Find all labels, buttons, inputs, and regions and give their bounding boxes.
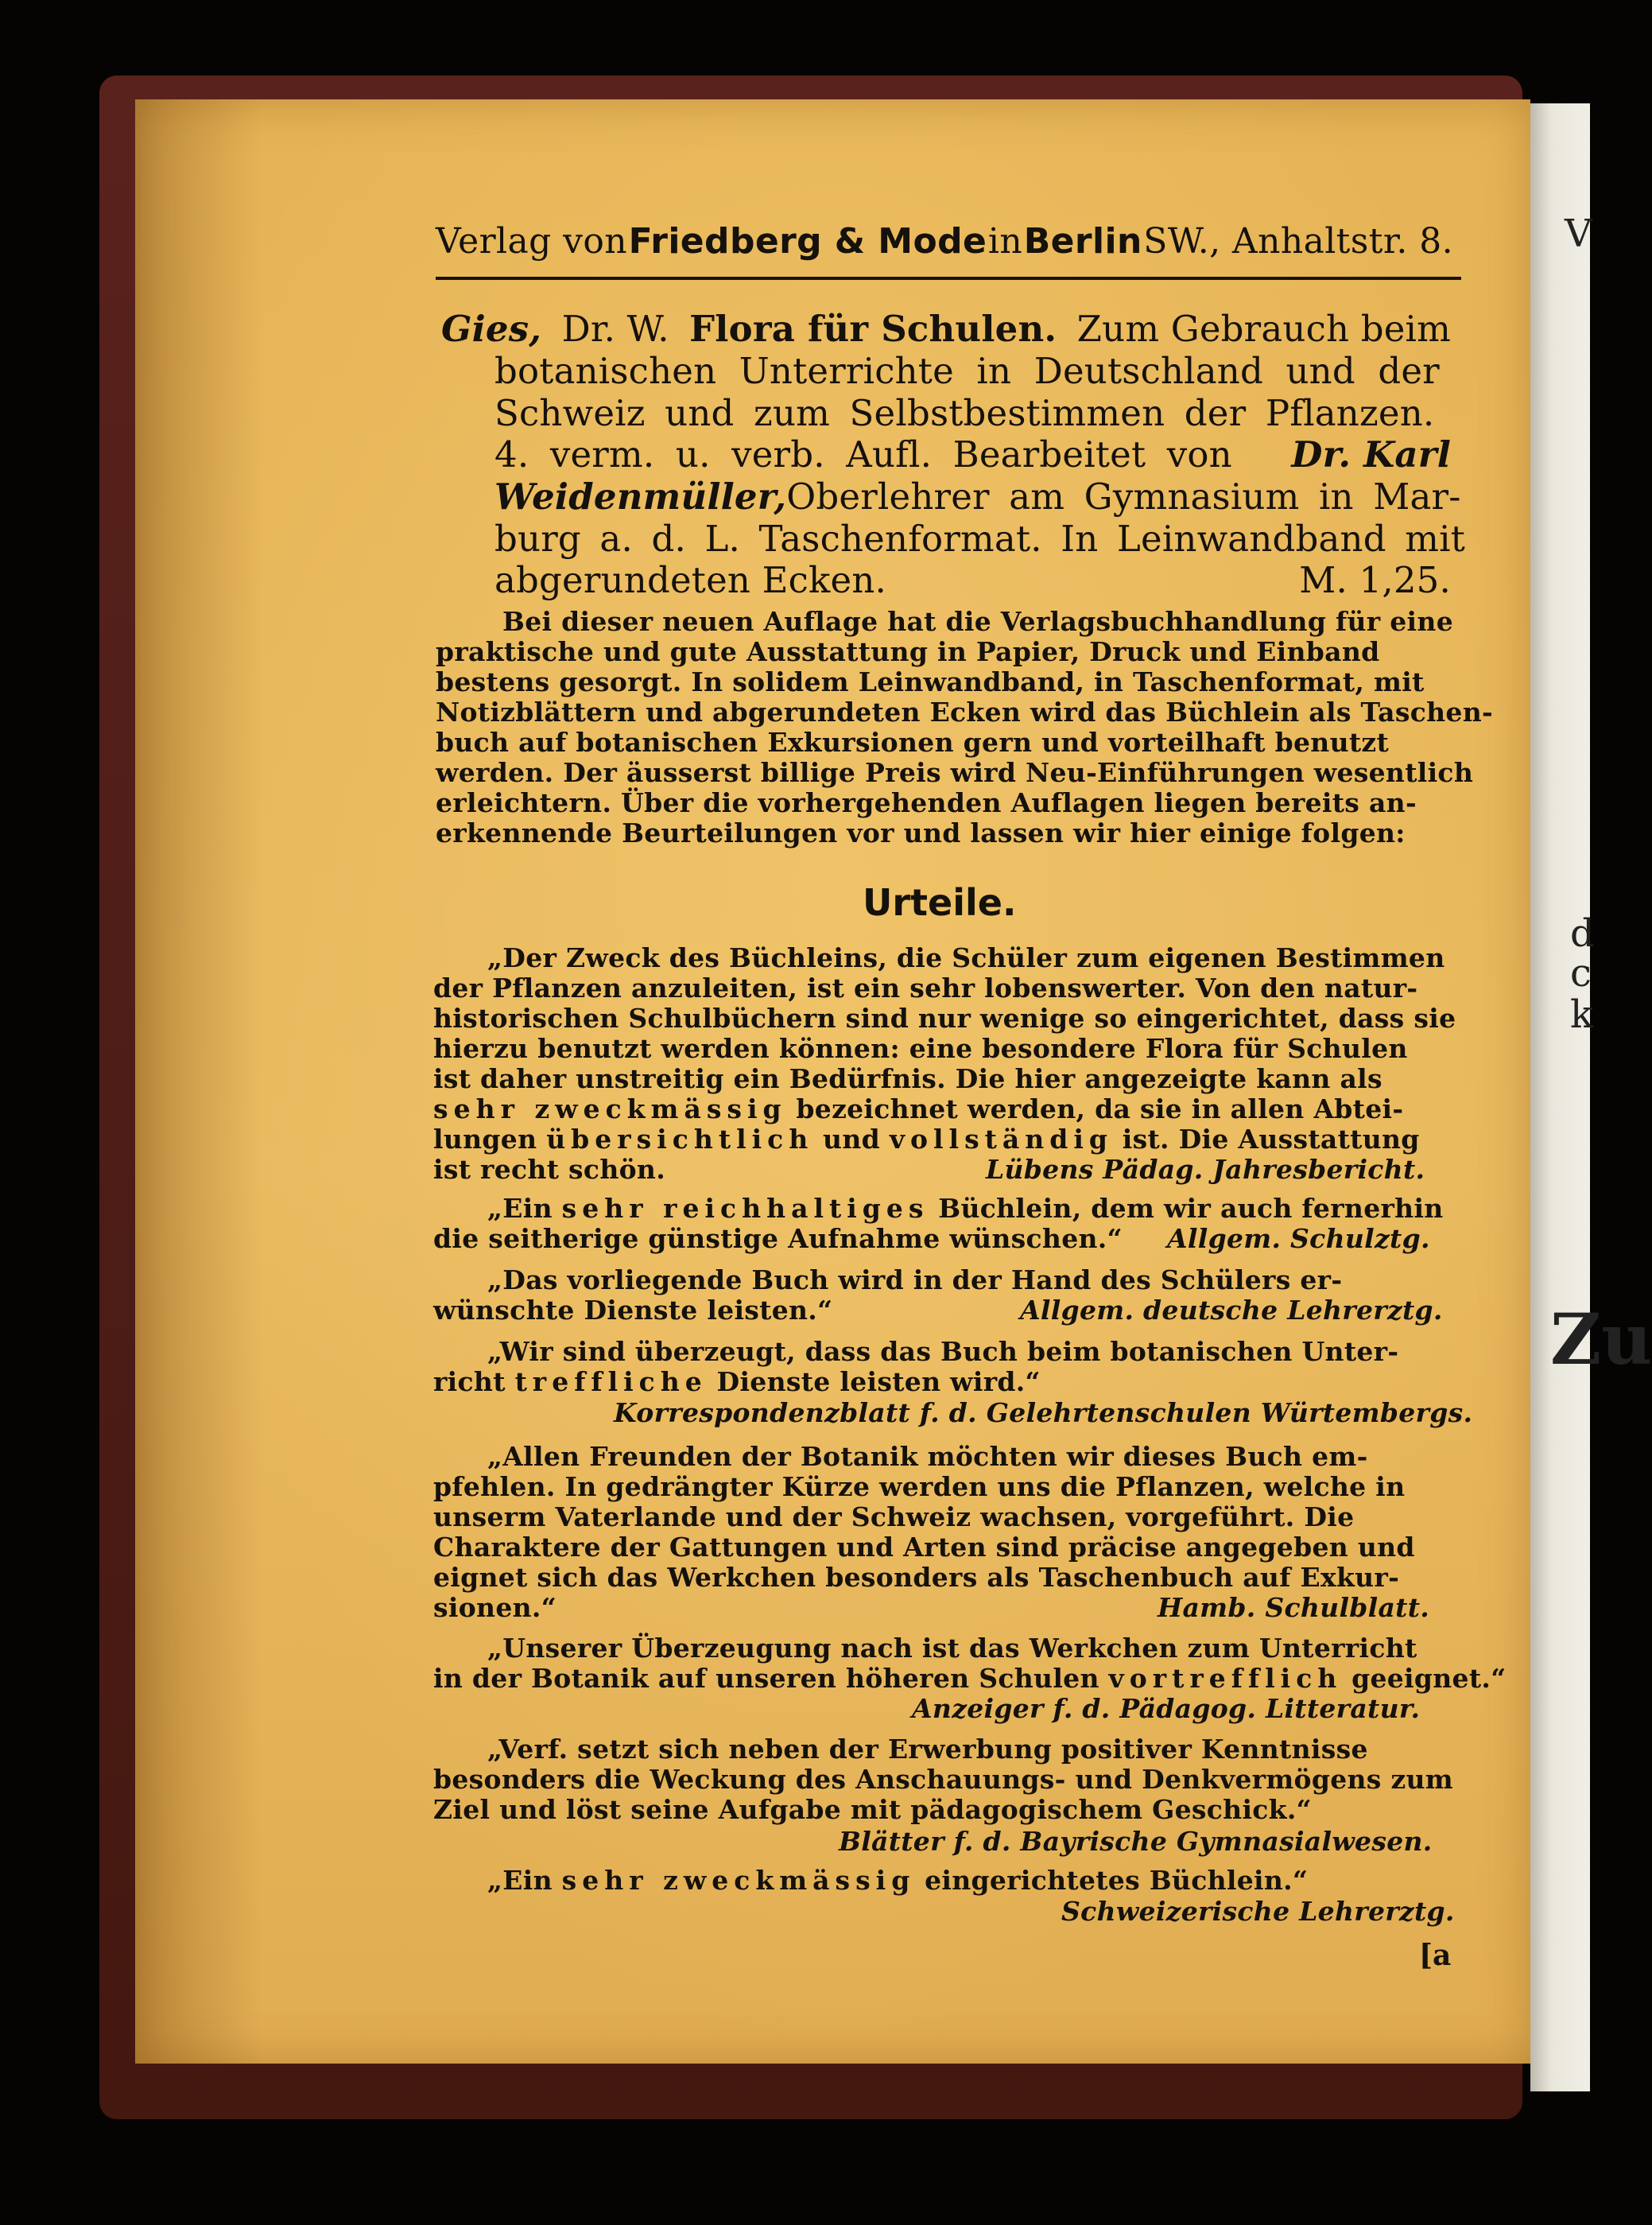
reviews-heading: Urteile. <box>863 881 1017 924</box>
review-line: „Das vorliegende Buch wird in der Hand des Schülers er- <box>487 1264 1343 1295</box>
entry-line-6: burg a. d. L. Taschenformat. In Leinwandband mit <box>494 518 1466 560</box>
review-line: Ziel und löst seine Aufgabe mit pädagogischem Geschick.“ <box>433 1794 1312 1825</box>
review-line: „Verf. setzt sich neben der Erwerbung positiver Kenntnisse <box>487 1734 1368 1765</box>
facing-page-fragment: c <box>1570 951 1592 996</box>
review-text: Dienste leisten wird.“ <box>716 1366 1041 1397</box>
review-line: historischen Schulbüchern sind nur wenige so eingerichtet, dass sie <box>433 1003 1456 1034</box>
review-source: Allgem. Schulztg. <box>1167 1223 1430 1254</box>
review-line: besonders die Weckung des Anschauungs- und Denkvermögens zum <box>433 1764 1454 1795</box>
editor-surname: Weidenmüller, <box>494 476 787 518</box>
review-line: der Pflanzen anzuleiten, ist ein sehr lobenswerter. Von den natur- <box>433 973 1418 1004</box>
publisher-city: Berlin <box>1023 221 1142 262</box>
description-line: werden. Der äusserst billige Preis wird Neu-Einführungen wesentlich <box>436 757 1474 788</box>
review-line: pfehlen. In gedrängter Kürze werden uns die Pflanzen, welche in <box>433 1471 1406 1502</box>
review-source: Allgem. deutsche Lehrerztg. <box>1020 1295 1443 1326</box>
author-title: Dr. W. <box>561 308 669 350</box>
review-line: ist recht schön. <box>433 1154 666 1185</box>
description-line: erleichtern. Über die vorhergehenden Auflagen liegen bereits an- <box>436 787 1417 818</box>
header-in: in <box>987 221 1023 262</box>
review-source: Hamb. Schulblatt. <box>1158 1592 1430 1623</box>
entry-line-2: botanischen Unterrichte in Deutschland und der <box>494 350 1440 392</box>
review-line: „Der Zweck des Büchleins, die Schüler zum eigenen Bestimmen <box>487 942 1445 973</box>
publisher-name: Friedberg & Mode <box>628 221 987 262</box>
entry-text: Oberlehrer am Gymnasium in Mar- <box>786 476 1461 518</box>
publisher-address: SW., Anhaltstr. 8. <box>1143 221 1453 262</box>
signature-mark: [a <box>1419 1939 1452 1972</box>
review-source: Korrespondenzblatt f. d. Gelehrtenschulen Würtembergs. <box>614 1397 1473 1428</box>
entry-line-7 <box>494 559 1451 601</box>
entry-line-3: Schweiz und zum Selbstbestimmen der Pflanzen. <box>494 392 1435 434</box>
emphasis: übersichtlich <box>546 1124 814 1155</box>
review-line: die seitherige günstige Aufnahme wünschen.“ <box>433 1223 1123 1254</box>
review-text: und <box>823 1124 881 1155</box>
review-line: hierzu benutzt werden können: eine besondere Flora für Schulen <box>433 1033 1408 1064</box>
review-line <box>487 1193 1444 1224</box>
review-text: „Ein <box>487 1865 553 1896</box>
entry-line-1 <box>441 308 1451 350</box>
emphasis: treffliche <box>514 1366 708 1397</box>
emphasis: vollständig <box>889 1124 1113 1155</box>
facing-page-fragment: k <box>1570 992 1594 1037</box>
review-source: Anzeiger f. d. Pädagog. Litteratur. <box>912 1693 1421 1724</box>
review-source: Blätter f. d. Bayrische Gymnasialwesen. <box>839 1826 1433 1857</box>
review-line: wünschte Dienste leisten.“ <box>433 1295 833 1326</box>
review-line: „Wir sind überzeugt, dass das Buch beim botanischen Unter- <box>487 1336 1399 1367</box>
description-line: praktische und gute Ausstattung in Papier, Druck und Einband <box>436 636 1380 667</box>
description-line: Bei dieser neuen Auflage hat die Verlagsbuchhandlung für eine <box>502 606 1453 637</box>
emphasis: sehr zweckmässig <box>561 1865 916 1896</box>
review-line <box>433 1663 1506 1694</box>
book-title: Flora für Schulen. <box>689 308 1057 350</box>
review-line: sionen.“ <box>433 1592 556 1623</box>
review-line: „Unserer Überzeugung nach ist das Werkchen zum Unterricht <box>487 1633 1417 1664</box>
facing-page <box>1530 103 1590 2091</box>
review-line: „Allen Freunden der Botanik möchten wir dieses Buch em- <box>487 1441 1368 1472</box>
publisher-header <box>436 221 1453 262</box>
header-rule <box>436 277 1461 280</box>
review-text: eingerichtetes Büchlein.“ <box>925 1865 1309 1896</box>
review-line: ist daher unstreitig ein Bedürfnis. Die hier angezeigte kann als <box>433 1063 1382 1094</box>
review-line <box>433 1124 1420 1155</box>
author-name: Gies, <box>441 308 542 350</box>
review-text: in der Botanik auf unseren höheren Schulen <box>433 1663 1099 1694</box>
editor-name: Dr. Karl <box>1291 433 1451 476</box>
emphasis: vortrefflich <box>1108 1663 1343 1694</box>
review-text: bezeichnet werden, da sie in allen Abtei- <box>796 1093 1404 1124</box>
review-line: Charaktere der Gattungen und Arten sind präcise angegeben und <box>433 1532 1415 1563</box>
entry-line-5 <box>494 476 1461 518</box>
emphasis: sehr zweckmässig <box>433 1093 787 1124</box>
review-text: lungen <box>433 1124 537 1155</box>
review-text: Büchlein, dem wir auch fernerhin <box>938 1193 1444 1224</box>
emphasis: sehr reichhaltiges <box>561 1193 929 1224</box>
facing-page-fragment: V <box>1565 212 1592 256</box>
review-text: geeignet.“ <box>1351 1663 1507 1694</box>
review-line <box>487 1865 1308 1896</box>
facing-page-fragment: d <box>1570 911 1595 956</box>
review-line <box>433 1093 1403 1124</box>
entry-text: abgerundeten Ecken. <box>494 559 887 601</box>
header-prefix: Verlag von <box>436 221 627 262</box>
review-line: eignet sich das Werkchen besonders als Taschenbuch auf Exkur- <box>433 1562 1400 1593</box>
description-line: buch auf botanischen Exkursionen gern und vorteilhaft benutzt <box>436 727 1389 758</box>
price: M. 1,25. <box>1299 559 1451 601</box>
review-source: Schweizerische Lehrerztg. <box>1061 1896 1455 1927</box>
review-text: ist. Die Ausstattung <box>1122 1124 1420 1155</box>
entry-text: 4. verm. u. verb. Aufl. Bearbeitet von <box>494 433 1232 476</box>
review-line: unserm Vaterlande und der Schweiz wachsen, vorgeführt. Die <box>433 1501 1355 1532</box>
entry-text: Zum Gebrauch beim <box>1076 308 1451 350</box>
description-line: bestens gesorgt. In solidem Leinwandband, in Taschenformat, mit <box>436 666 1425 697</box>
review-text: „Ein <box>487 1193 553 1224</box>
description-line: Notizblättern und abgerundeten Ecken wird das Büchlein als Taschen- <box>436 697 1494 728</box>
description-line: erkennende Beurteilungen vor und lassen wir hier einige folgen: <box>436 817 1406 848</box>
review-source: Lübens Pädag. Jahresbericht. <box>986 1154 1425 1185</box>
entry-line-4 <box>494 433 1451 476</box>
review-text: richt <box>433 1366 506 1397</box>
review-line <box>433 1366 1041 1397</box>
facing-page-fragment: Zu <box>1550 1298 1652 1380</box>
